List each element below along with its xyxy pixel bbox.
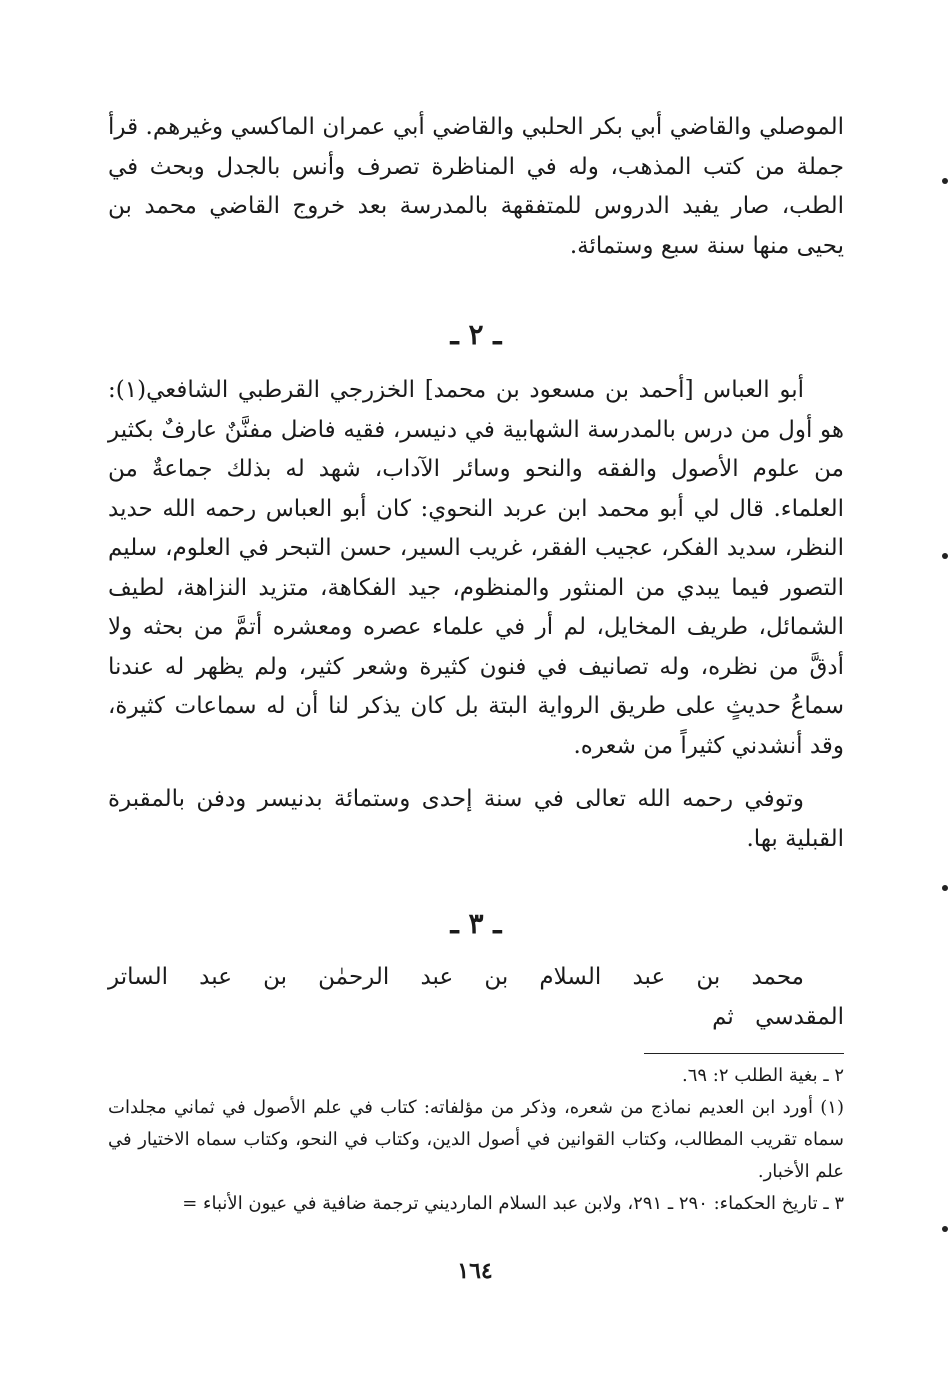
scan-mark bbox=[942, 178, 948, 184]
page-number: ١٦٤ bbox=[457, 1258, 493, 1284]
page-body bbox=[108, 108, 844, 1220]
footnote-separator bbox=[644, 1053, 844, 1054]
entry-number-2: ـ ٢ ـ bbox=[450, 318, 502, 351]
paragraph-continuation: الموصلي والقاضي أبي بكر الحلبي والقاضي أبي عمران الماكسي وغيرهم. قرأ جملة من كتب المذهب، وله في المناظرة تصرف وأنس بالجدل وبحث في الطب، صار يفيد الدروس للمتفقهة بالمدرسة بعد خروج القاضي محمد بن يحيى منها سنة سبع وستمائة. bbox=[108, 114, 844, 259]
entry-2-text: أبو العباس [أحمد بن مسعود بن محمد] الخزرجي القرطبي الشافعي(١): هو أول من درس بالمدرسة الشهابية في دنيسر، فقيه فاضل مفنَّنٌ عارفٌ بكثير من علوم الأصول والفقه والنحو وسائر الآداب، شهد له بذلك جماعةٌ من العلماء. قال لي أبو محمد ابن عربد النحوي: كان أبو العباس رحمه الله حديد النظر، سديد الفكر، عجيب الفقر، غريب السير، حسن التبحر في العلوم، سليم التصور فيما يبدي من المنثور والمنظوم، جيد الفكاهة، متزيد النزاهة، لطيف الشمائل، طريف المخايل، لم أر في علماء عصره ومعشره أتمَّ من بحثه ولا أدقَّ من نظره، وله تصانيف في فنون كثيرة وشعر كثير، ولم يظهر له عندنا سماعُ حديثٍ على طريق الرواية البتة بل كان يذكر لنا أن له سماعات كثيرة، وقد أنشدني كثيراً من شعره. bbox=[108, 377, 844, 759]
footnote-2: ٢ ـ بغية الطلب ٢: ٦٩. bbox=[681, 1065, 844, 1086]
entry-3-text: محمد بن عبد السلام بن عبد الرحمٰن بن عبد الساتر المقدسي ثم bbox=[108, 964, 844, 1030]
footnote-3: ٣ ـ تاريخ الحكماء: ٢٩٠ ـ ٢٩١، ولابن عبد السلام المارديني ترجمة ضافية في عيون الأنباء = bbox=[182, 1193, 844, 1214]
scan-mark bbox=[942, 1226, 948, 1232]
entry-number-3: ـ ٣ ـ bbox=[450, 907, 502, 940]
entry-2-death: وتوفي رحمه الله تعالى في سنة إحدى وستمائة بدنيسر ودفن بالمقبرة القبلية بها. bbox=[108, 786, 844, 852]
scan-mark bbox=[942, 885, 948, 891]
scan-mark bbox=[942, 553, 948, 559]
footnote-1: (١) أورد ابن العديم نماذج من شعره، وذكر من مؤلفاته: كتاب في علم الأصول في ثماني مجلدات سماه تقريب المطالب، وكتاب القوانين في أصول الدين، وكتاب في النحو، وكتاب سماه الاختيار في علم الأخبار. bbox=[108, 1097, 844, 1182]
